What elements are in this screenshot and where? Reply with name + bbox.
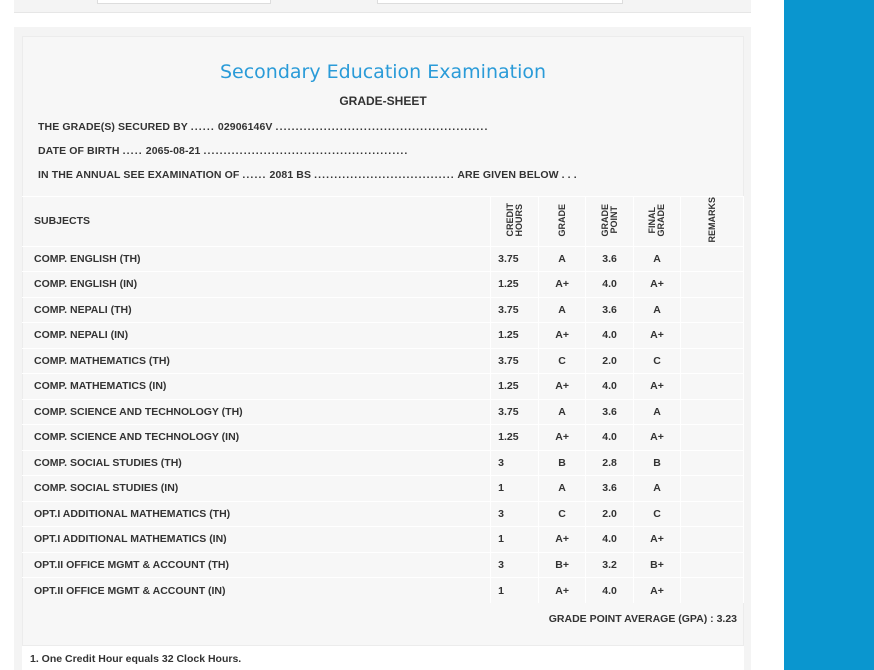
credit-hours-cell: 3 (491, 450, 539, 476)
grade-cell: A (539, 246, 586, 272)
grade-cell: A (539, 399, 586, 425)
final-grade-cell: A (634, 476, 681, 502)
grade-cell: A (539, 476, 586, 502)
credit-hours-cell: 1.25 (491, 272, 539, 298)
dots: ..... (122, 145, 143, 157)
final-grade-cell: C (634, 501, 681, 527)
symbol-label: THE GRADE(S) SECURED BY (38, 121, 188, 133)
grade-point-cell: 4.0 (586, 272, 634, 298)
subject-cell: COMP. SCIENCE AND TECHNOLOGY (TH) (22, 399, 491, 425)
gpa-label: GRADE POINT AVERAGE (GPA) : (548, 613, 714, 625)
grade-point-cell: 2.0 (586, 501, 634, 527)
remarks-cell (681, 527, 744, 553)
final-grade-cell: A (634, 399, 681, 425)
final-grade-cell: A+ (634, 425, 681, 451)
final-grade-cell: A+ (634, 527, 681, 553)
grade-point-cell: 4.0 (586, 425, 634, 451)
table-row (22, 323, 744, 349)
info-line-exam (38, 169, 577, 181)
table-row (22, 374, 744, 400)
grade-cell: A+ (539, 374, 586, 400)
remarks-cell (681, 272, 744, 298)
subject-cell: COMP. ENGLISH (IN) (22, 272, 491, 298)
dots: ..................................................... (275, 121, 489, 133)
header-grade-point: GRADE POINT (586, 197, 634, 247)
remarks-cell (681, 297, 744, 323)
table-row (22, 272, 744, 298)
dob-label: DATE OF BIRTH (38, 145, 120, 157)
final-grade-cell: A+ (634, 374, 681, 400)
dob-value: 2065-08-21 (145, 145, 201, 157)
table-row (22, 246, 744, 272)
dots: ................................................... (203, 145, 409, 157)
final-grade-cell: A (634, 246, 681, 272)
credit-hours-cell: 1.25 (491, 425, 539, 451)
top-form-bar (14, 0, 751, 13)
remarks-cell (681, 552, 744, 578)
top-input-right[interactable] (377, 0, 623, 4)
grade-cell: A+ (539, 272, 586, 298)
header-remarks: REMARKS (681, 197, 744, 247)
header-subjects: SUBJECTS (22, 197, 491, 247)
grade-point-cell: 4.0 (586, 527, 634, 553)
table-row (22, 552, 744, 578)
grade-cell: B (539, 450, 586, 476)
subject-cell: OPT.I ADDITIONAL MATHEMATICS (IN) (22, 527, 491, 553)
table-row (22, 450, 744, 476)
remarks-cell (681, 578, 744, 604)
dots: ................................... (314, 169, 455, 181)
remarks-cell (681, 501, 744, 527)
dots: ...... (190, 121, 215, 133)
grade-point-cell: 4.0 (586, 578, 634, 604)
subject-cell: COMP. ENGLISH (TH) (22, 246, 491, 272)
grade-point-cell: 2.8 (586, 450, 634, 476)
grade-cell: A+ (539, 578, 586, 604)
remarks-cell (681, 246, 744, 272)
table-row (22, 348, 744, 374)
table-row (22, 399, 744, 425)
grade-cell: A+ (539, 527, 586, 553)
final-grade-cell: A (634, 297, 681, 323)
final-grade-cell: B+ (634, 552, 681, 578)
side-panel (784, 0, 874, 670)
grade-cell: C (539, 501, 586, 527)
final-grade-cell: A+ (634, 272, 681, 298)
info-line-symbol (38, 121, 488, 133)
grade-cell: C (539, 348, 586, 374)
exam-tail: ARE GIVEN BELOW . . . (457, 169, 577, 181)
subject-cell: COMP. SOCIAL STUDIES (IN) (22, 476, 491, 502)
final-grade-cell: B (634, 450, 681, 476)
exam-label: IN THE ANNUAL SEE EXAMINATION OF (38, 169, 240, 181)
remarks-cell (681, 399, 744, 425)
subject-cell: COMP. SOCIAL STUDIES (TH) (22, 450, 491, 476)
header-grade: GRADE (539, 197, 586, 247)
footnote: 1. One Credit Hour equals 32 Clock Hours. (30, 653, 242, 665)
grade-point-cell: 3.6 (586, 246, 634, 272)
table-row (22, 297, 744, 323)
table-header-row (22, 197, 744, 247)
table-row (22, 578, 744, 604)
credit-hours-cell: 3 (491, 552, 539, 578)
subject-cell: OPT.II OFFICE MGMT & ACCOUNT (TH) (22, 552, 491, 578)
table-row (22, 425, 744, 451)
credit-hours-cell: 1 (491, 527, 539, 553)
remarks-cell (681, 450, 744, 476)
final-grade-cell: C (634, 348, 681, 374)
gpa-value: 3.23 (716, 613, 737, 625)
gpa-line (22, 613, 737, 625)
subject-cell: COMP. MATHEMATICS (IN) (22, 374, 491, 400)
subject-cell: OPT.I ADDITIONAL MATHEMATICS (TH) (22, 501, 491, 527)
header-final-grade: FINAL GRADE (634, 197, 681, 247)
credit-hours-cell: 3.75 (491, 297, 539, 323)
top-input-left[interactable] (97, 0, 271, 4)
credit-hours-cell: 1.25 (491, 374, 539, 400)
header-credit-hours: CREDIT HOURS (491, 197, 539, 247)
table-row (22, 527, 744, 553)
credit-hours-cell: 3 (491, 501, 539, 527)
remarks-cell (681, 476, 744, 502)
remarks-cell (681, 323, 744, 349)
subject-cell: COMP. NEPALI (TH) (22, 297, 491, 323)
grade-point-cell: 3.6 (586, 297, 634, 323)
grade-point-cell: 2.0 (586, 348, 634, 374)
subject-cell: COMP. MATHEMATICS (TH) (22, 348, 491, 374)
credit-hours-cell: 1 (491, 476, 539, 502)
grade-point-cell: 4.0 (586, 323, 634, 349)
remarks-cell (681, 348, 744, 374)
subject-cell: OPT.II OFFICE MGMT & ACCOUNT (IN) (22, 578, 491, 604)
grade-point-cell: 3.6 (586, 399, 634, 425)
remarks-cell (681, 425, 744, 451)
table-row (22, 476, 744, 502)
grade-cell: B+ (539, 552, 586, 578)
final-grade-cell: A+ (634, 323, 681, 349)
grade-point-cell: 4.0 (586, 374, 634, 400)
dots: ...... (242, 169, 267, 181)
subject-cell: COMP. NEPALI (IN) (22, 323, 491, 349)
credit-hours-cell: 1.25 (491, 323, 539, 349)
final-grade-cell: A+ (634, 578, 681, 604)
page-title: Secondary Education Examination (219, 61, 547, 83)
credit-hours-cell: 3.75 (491, 399, 539, 425)
credit-hours-cell: 3.75 (491, 246, 539, 272)
grade-sheet-heading: GRADE-SHEET (339, 94, 427, 108)
info-line-dob (38, 145, 408, 157)
exam-year: 2081 BS (269, 169, 312, 181)
table-row (22, 501, 744, 527)
credit-hours-cell: 1 (491, 578, 539, 604)
grade-point-cell: 3.2 (586, 552, 634, 578)
remarks-cell (681, 374, 744, 400)
symbol-number: 02906146V (217, 121, 273, 133)
grade-point-cell: 3.6 (586, 476, 634, 502)
grade-cell: A (539, 297, 586, 323)
subject-cell: COMP. SCIENCE AND TECHNOLOGY (IN) (22, 425, 491, 451)
grades-table (22, 196, 744, 603)
grade-cell: A+ (539, 323, 586, 349)
credit-hours-cell: 3.75 (491, 348, 539, 374)
grade-cell: A+ (539, 425, 586, 451)
